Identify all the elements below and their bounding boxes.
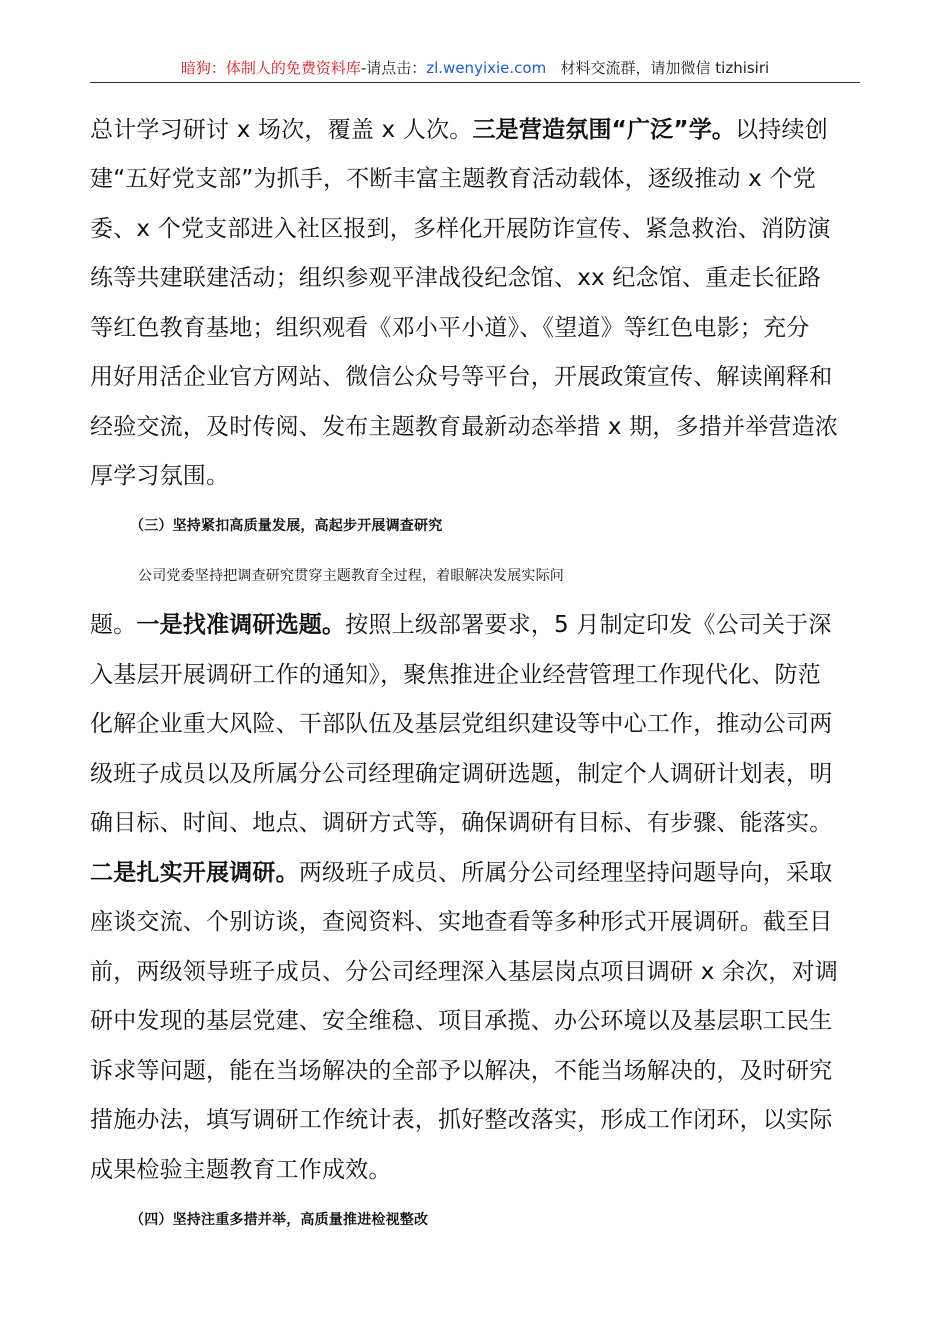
text-line: 经验交流，及时传阅、发布主题教育最新动态举措 x 期，多措并举营造浓 [90,414,839,440]
text-run: 总计学习研讨 x 场次，覆盖 x 人次。 [90,117,473,143]
text-line: 厚学习氛围。 [90,463,230,489]
section-heading: （三）坚持紧扣高质量发展，高起步开展调查研究 [130,518,443,534]
bold-run: 三是营造氛围“广泛”学。 [472,117,736,143]
text-line: 用好用活企业官方网站、微信公众号等平台，开展政策宣传、解读阐释和 [90,364,833,390]
text-line: 委、x 个党支部进入社区报到，多样化开展防诈宣传、紧急救治、消防演 [90,216,831,242]
text-line [90,610,860,640]
header-divider [90,82,860,83]
text-line: 公司党委坚持把调查研究贯穿主题教育全过程，着眼解决发展实际问 [138,568,564,584]
header-link[interactable]: zl.wenyixie.com [426,59,547,77]
text-line: 化解企业重大风险、干部队伍及基层党组织建设等中心工作，推动公司两 [90,711,833,737]
text-run: 按照上级部署要求，5 月制定印发《公司关于深 [345,612,832,638]
text-run: 题。 [90,612,137,638]
text-line: 研中发现的基层党建、安全维稳、项目承揽、办公环境以及基层职工民生 [90,1008,833,1034]
text-line: 练等共建联建活动；组织参观平津战役纪念馆、xx 纪念馆、重走长征路 [90,265,822,291]
text-line: 成果检验主题教育工作成效。 [90,1157,392,1183]
text-line: 级班子成员以及所属分公司经理确定调研选题，制定个人调研计划表，明 [90,761,833,787]
header-click-prompt: -请点击： [360,59,427,77]
header-brand: 暗狗：体制人的免费资料库 [180,59,361,77]
text-run: 以持续创 [735,117,828,143]
text-line [90,858,860,888]
text-line: 措施办法，填写调研工作统计表，抓好整改落实，形成工作闭环，以实际 [90,1107,833,1133]
bold-run: 二是扎实开展调研。 [90,860,299,886]
text-line: 诉求等问题，能在当场解决的全部予以解决，不能当场解决的，及时研究 [90,1058,833,1084]
section-heading: （四）坚持注重多措并举，高质量推进检视整改 [130,1212,429,1228]
text-line: 等红色教育基地；组织观看《邓小平小道》、《望道》等红色电影；充分 [90,315,810,341]
header-group-text: 材料交流群，请加微信 tizhisiri [560,59,770,77]
text-line: 入基层开展调研工作的通知》，聚焦推进企业经营管理工作现代化、防范 [90,662,821,688]
text-line: 确目标、时间、地点、调研方式等，确保调研有目标、有步骤、能落实。 [90,810,833,836]
bold-run: 一是找准调研选题。 [136,612,346,638]
text-line [90,115,860,145]
text-line: 建“五好党支部”为抓手，不断丰富主题教育活动载体，逐级推动 x 个党 [90,166,816,192]
text-line: 座谈交流、个别访谈，查阅资料、实地查看等多种形式开展调研。截至目 [90,909,833,935]
page-header [90,58,860,78]
text-line: 前，两级领导班子成员、分公司经理深入基层岗点项目调研 x 余次，对调 [90,959,839,985]
text-run: 两级班子成员、所属分公司经理坚持问题导向，采取 [298,860,833,886]
